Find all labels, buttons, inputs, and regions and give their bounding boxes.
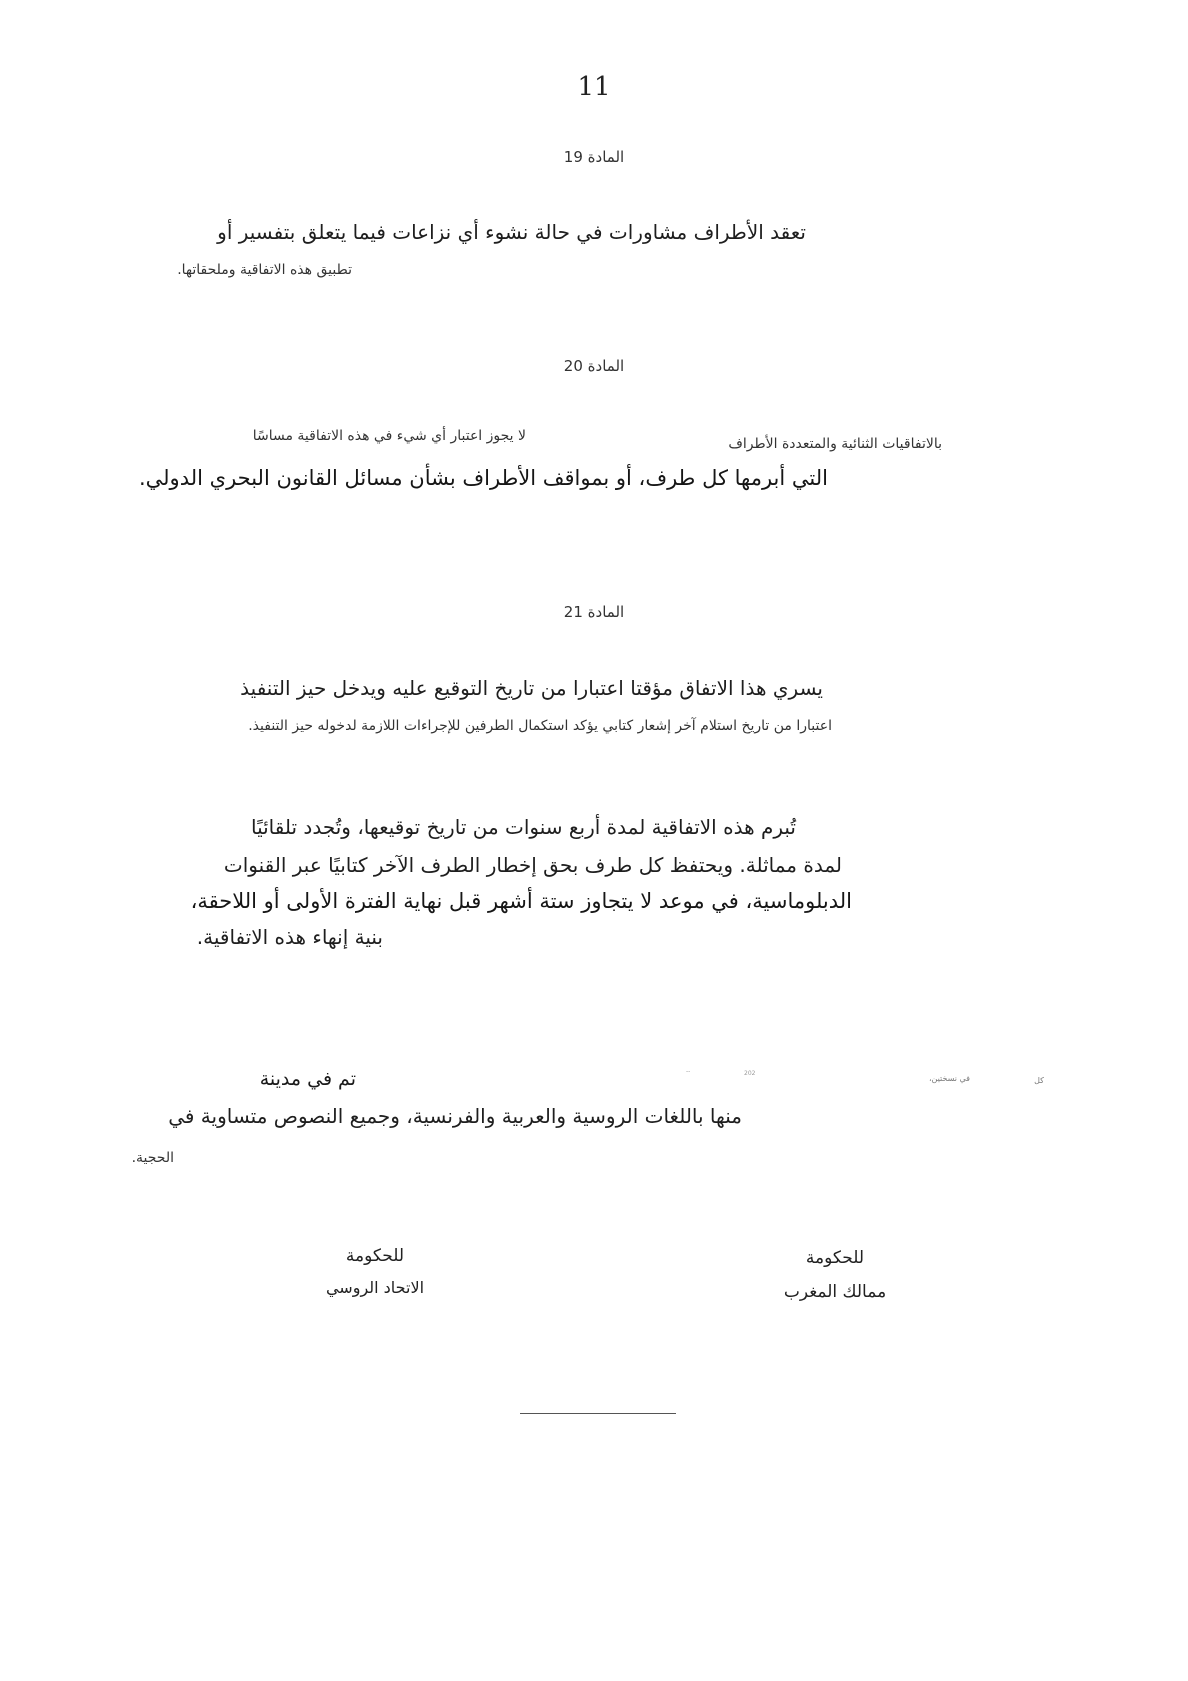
article-20-line-1a: بالاتفاقيات الثنائية والمتعددة الأطراف bbox=[728, 436, 942, 452]
article-20-line-2: التي أبرمها كل طرف، أو بمواقف الأطراف بشأن مسائل القانون البحري الدولي. bbox=[138, 466, 828, 490]
languages-line: منها باللغات الروسية والعربية والفرنسية، وجميع النصوص متساوية في bbox=[168, 1104, 742, 1128]
footer-divider bbox=[520, 1413, 676, 1414]
right-country: ممالك المغرب bbox=[783, 1282, 887, 1302]
done-in-city: تم في مدينة bbox=[259, 1068, 356, 1090]
article-19-line-2: تطبيق هذه الاتفاقية وملحقاتها. bbox=[177, 262, 352, 278]
article-21-paragraph-2-line-1: تُبرم هذه الاتفاقية لمدة أربع سنوات من تاريخ توقيعها، وتُجدد تلقائيًا bbox=[250, 815, 796, 839]
article-21-paragraph-2-line-2: لمدة مماثلة. ويحتفظ كل طرف بحق إخطار الطرف الآخر كتابيًا عبر القنوات bbox=[223, 853, 842, 877]
year-fragment: 202 bbox=[744, 1070, 756, 1077]
right-for-government: للحكومة bbox=[805, 1248, 865, 1268]
article-21-paragraph-1-line-2: اعتبارا من تاريخ استلام آخر إشعار كتابي يؤكد استكمال الطرفين للإجراءات اللازمة لدخوله حيز التنفيذ. bbox=[248, 718, 832, 734]
date-dashes: -- bbox=[686, 1068, 691, 1075]
authenticity-line: الحجية. bbox=[131, 1150, 174, 1166]
article-21-paragraph-2-line-4: بنية إنهاء هذه الاتفاقية. bbox=[196, 925, 383, 949]
article-20-line-1b: لا يجوز اعتبار أي شيء في هذه الاتفاقية مساسًا bbox=[252, 428, 526, 444]
left-country: الاتحاد الروسي bbox=[325, 1278, 425, 1297]
page-number: 11 bbox=[577, 72, 611, 102]
article-21-paragraph-2-line-3: الدبلوماسية، في موعد لا يتجاوز ستة أشهر قبل نهاية الفترة الأولى أو اللاحقة، bbox=[190, 889, 852, 913]
each-word: كل bbox=[1034, 1076, 1044, 1085]
article-20-heading: المادة 20 bbox=[563, 357, 625, 375]
in-two-copies: في نسختين، bbox=[928, 1074, 970, 1083]
article-21-heading: المادة 21 bbox=[563, 603, 625, 621]
article-21-paragraph-1-line-1: يسري هذا الاتفاق مؤقتا اعتبارا من تاريخ التوقيع عليه ويدخل حيز التنفيذ bbox=[240, 676, 823, 700]
article-19-heading: المادة 19 bbox=[563, 148, 625, 166]
left-for-government: للحكومة bbox=[345, 1246, 405, 1266]
article-19-line-1: تعقد الأطراف مشاورات في حالة نشوء أي نزاعات فيما يتعلق بتفسير أو bbox=[217, 220, 806, 244]
